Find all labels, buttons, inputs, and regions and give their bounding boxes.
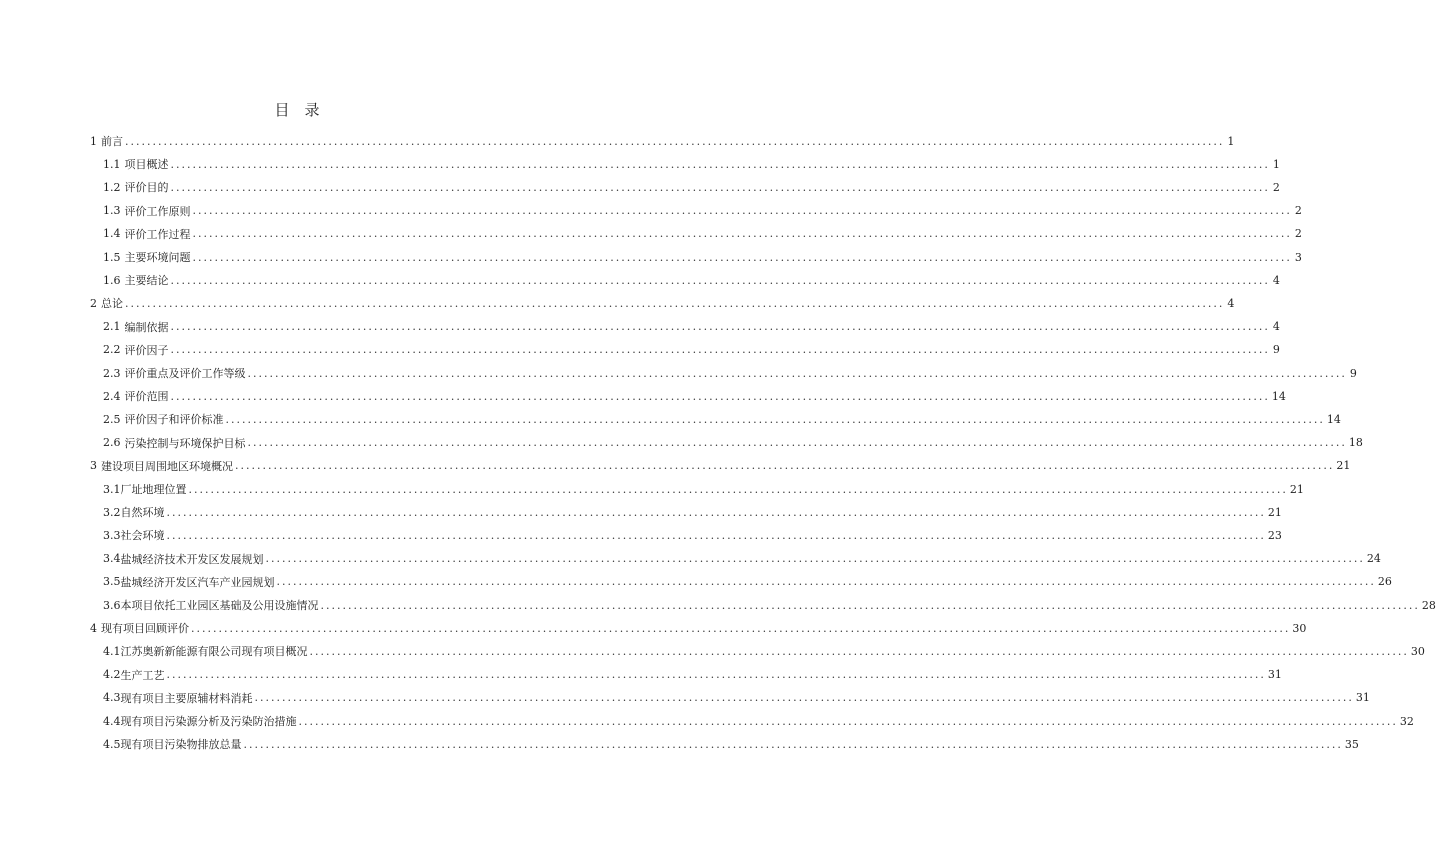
dot-leader: ........................................................................................................................................................................................................	[166, 505, 1266, 519]
toc-entry-label: 主要结论	[124, 274, 169, 288]
toc-entry[interactable]	[103, 525, 1282, 545]
toc-entry[interactable]	[103, 340, 1280, 360]
toc-entry-label: 评价工作原则	[124, 204, 191, 218]
toc-entry[interactable]	[103, 317, 1280, 337]
toc-entry-number: 3.5	[103, 575, 121, 589]
toc-entry-page: 4	[1227, 296, 1235, 310]
toc-entry-page: 35	[1344, 737, 1359, 751]
toc-entry[interactable]	[103, 572, 1392, 592]
toc-entry-label: 厂址地理位置	[120, 483, 187, 496]
toc-entry-page: 32	[1399, 714, 1414, 728]
toc-entry-page: 31	[1355, 691, 1370, 705]
toc-entry-label: 现有项目污染物排放总量	[120, 738, 242, 752]
toc-entry-label: 现有项目污染源分析及污染防治措施	[120, 715, 297, 728]
toc-title	[0, 99, 595, 120]
toc-entry-page: 30	[1410, 644, 1425, 658]
toc-entry[interactable]	[103, 688, 1370, 708]
toc-entry-number: 4.3	[103, 691, 121, 705]
toc-entry-number: 3.4	[103, 552, 121, 566]
toc-entry-number: 4	[90, 621, 97, 635]
toc-entry-number: 1.4	[103, 227, 121, 241]
toc-entry-label: 现有项目主要原辅材料消耗	[120, 691, 253, 705]
toc-entry-page: 14	[1271, 389, 1286, 403]
toc-entry-page: 26	[1377, 575, 1392, 589]
dot-leader: ........................................................................................................................................................................................................	[170, 343, 1270, 357]
toc-entry-label: 盐城经济技术开发区发展规划	[120, 552, 264, 566]
toc-entry-label: 社会环境	[120, 529, 165, 543]
toc-entry-page: 21	[1267, 505, 1282, 519]
toc-entry-label: 江苏奥新新能源有限公司现有项目概况	[120, 645, 308, 659]
toc-entry-number: 3.6	[103, 598, 121, 612]
toc-entry[interactable]	[103, 734, 1359, 754]
toc-entry-page: 4	[1272, 320, 1280, 334]
dot-leader: ........................................................................................................................................................................................................	[276, 575, 1376, 589]
dot-leader: ........................................................................................................................................................................................................	[225, 412, 1325, 426]
toc-entry-label: 前言	[101, 135, 123, 148]
toc-entry[interactable]	[103, 665, 1282, 685]
toc-entry[interactable]	[90, 618, 1307, 638]
toc-entry-number: 4.4	[103, 714, 121, 728]
toc-entry[interactable]	[103, 270, 1280, 290]
dot-leader: ........................................................................................................................................................................................................	[170, 389, 1270, 403]
dot-leader: ........................................................................................................................................................................................................	[166, 668, 1266, 682]
dot-leader: ........................................................................................................................................................................................................	[265, 552, 1365, 566]
dot-leader: ........................................................................................................................................................................................................	[235, 459, 1335, 473]
toc-entry-number: 2.4	[103, 389, 121, 403]
dot-leader: ........................................................................................................................................................................................................	[309, 644, 1409, 658]
toc-entry[interactable]	[103, 177, 1280, 197]
dot-leader: ........................................................................................................................................................................................................	[170, 157, 1270, 171]
toc-entry[interactable]	[103, 502, 1282, 522]
toc-entry-page: 23	[1267, 528, 1282, 542]
toc-entry-label: 盐城经济开发区汽车产业园规划	[120, 575, 275, 589]
dot-leader: ........................................................................................................................................................................................................	[166, 528, 1266, 542]
toc-entry-number: 2.1	[103, 320, 121, 334]
toc-entry[interactable]	[103, 595, 1436, 615]
dot-leader: ........................................................................................................................................................................................................	[125, 134, 1225, 148]
dot-leader: ........................................................................................................................................................................................................	[170, 320, 1270, 334]
toc-entry[interactable]	[90, 293, 1235, 313]
toc-entry-number: 4.5	[103, 737, 121, 751]
toc-entry[interactable]	[90, 131, 1235, 151]
toc-entry[interactable]	[103, 549, 1381, 569]
toc-entry-number: 3.3	[103, 528, 121, 542]
toc-entry[interactable]	[103, 363, 1357, 383]
toc-entry-label: 项目概述	[124, 158, 169, 172]
toc-entry-number: 4.2	[103, 668, 121, 682]
toc-title-char-2: 录	[304, 101, 321, 119]
toc-entry-page: 2	[1294, 227, 1302, 241]
dot-leader: ........................................................................................................................................................................................................	[192, 250, 1292, 264]
dot-leader: ........................................................................................................................................................................................................	[254, 691, 1354, 705]
toc-entry-page: 24	[1366, 552, 1381, 566]
toc-entry-number: 1.1	[103, 157, 121, 171]
toc-entry[interactable]	[103, 409, 1341, 429]
toc-entry-label: 生产工艺	[120, 668, 165, 682]
dot-leader: ........................................................................................................................................................................................................	[247, 436, 1347, 450]
toc-entry-page: 2	[1294, 204, 1302, 218]
toc-entry-page: 21	[1289, 482, 1304, 496]
toc-entry-label: 评价重点及评价工作等级	[124, 367, 246, 380]
dot-leader: ........................................................................................................................................................................................................	[191, 621, 1291, 635]
toc-entry-page: 18	[1348, 436, 1363, 450]
toc-entry[interactable]	[103, 154, 1280, 174]
toc-entry-number: 2.5	[103, 412, 121, 426]
dot-leader: ........................................................................................................................................................................................................	[170, 273, 1270, 287]
dot-leader: ........................................................................................................................................................................................................	[192, 204, 1292, 218]
dot-leader: ........................................................................................................................................................................................................	[243, 737, 1343, 751]
toc-entry-number: 1	[90, 134, 97, 148]
toc-entry-number: 4.1	[103, 644, 121, 658]
toc-entry-label: 建设项目周围地区环境概况	[101, 459, 233, 473]
toc-entry-label: 自然环境	[120, 506, 165, 520]
toc-entry-number: 1.5	[103, 250, 121, 264]
dot-leader: ........................................................................................................................................................................................................	[320, 598, 1420, 612]
toc-entry[interactable]	[90, 456, 1351, 476]
toc-entry[interactable]	[103, 201, 1302, 221]
dot-leader: ........................................................................................................................................................................................................	[247, 366, 1347, 380]
dot-leader: ........................................................................................................................................................................................................	[125, 296, 1225, 310]
toc-entry[interactable]	[103, 711, 1414, 731]
toc-entry-label: 评价工作过程	[124, 227, 191, 241]
toc-entry-number: 2	[90, 296, 97, 310]
toc-title-char-1: 目	[274, 101, 291, 119]
toc-entry-number: 3.2	[103, 505, 121, 519]
toc-entry-page: 3	[1294, 250, 1302, 264]
toc-entry-number: 2.6	[103, 436, 121, 450]
toc-entry-number: 1.3	[103, 204, 121, 218]
toc-entry-page: 14	[1326, 412, 1341, 426]
toc-entry[interactable]	[103, 433, 1363, 453]
toc-entry-number: 1.6	[103, 273, 121, 287]
toc-entry-number: 2.2	[103, 343, 121, 357]
dot-leader: ........................................................................................................................................................................................................	[188, 482, 1288, 496]
toc-entry-label: 现有项目回顾评价	[101, 622, 189, 636]
toc-entry-number: 3	[90, 459, 97, 473]
toc-entry-label: 编制依据	[124, 320, 169, 334]
toc-entry-label: 评价因子	[124, 343, 169, 357]
dot-leader: ........................................................................................................................................................................................................	[170, 180, 1270, 194]
toc-entry[interactable]	[103, 224, 1302, 244]
toc-entry-number: 1.2	[103, 180, 121, 194]
toc-entry-label: 评价范围	[124, 390, 169, 404]
toc-entry-page: 9	[1272, 343, 1280, 357]
toc-entry-label: 本项目依托工业园区基础及公用设施情况	[120, 599, 319, 612]
toc-entry-number: 3.1	[103, 482, 121, 496]
toc-entry[interactable]	[103, 479, 1304, 499]
toc-entry-label: 主要环境问题	[124, 251, 191, 264]
dot-leader: ........................................................................................................................................................................................................	[192, 227, 1292, 241]
toc-entry-page: 4	[1272, 273, 1280, 287]
toc-entry-label: 总论	[101, 297, 123, 311]
toc-entry-page: 1	[1272, 157, 1280, 171]
toc-entry-number: 2.3	[103, 366, 121, 380]
toc-entry-page: 28	[1421, 598, 1436, 612]
toc-entry-label: 评价目的	[124, 181, 169, 195]
toc-entry[interactable]	[103, 247, 1302, 267]
toc-entry[interactable]	[103, 386, 1286, 406]
toc-entry-page: 21	[1336, 459, 1351, 473]
toc-entry-page: 9	[1349, 366, 1357, 380]
toc-entry-label: 评价因子和评价标准	[124, 413, 224, 427]
toc-entry-label: 污染控制与环境保护目标	[124, 436, 246, 450]
toc-entry-page: 30	[1292, 621, 1307, 635]
dot-leader: ........................................................................................................................................................................................................	[298, 714, 1398, 728]
toc-entry-page: 2	[1272, 180, 1280, 194]
toc-entry[interactable]	[103, 641, 1425, 661]
toc-entry-page: 1	[1227, 134, 1235, 148]
toc-entry-page: 31	[1267, 668, 1282, 682]
